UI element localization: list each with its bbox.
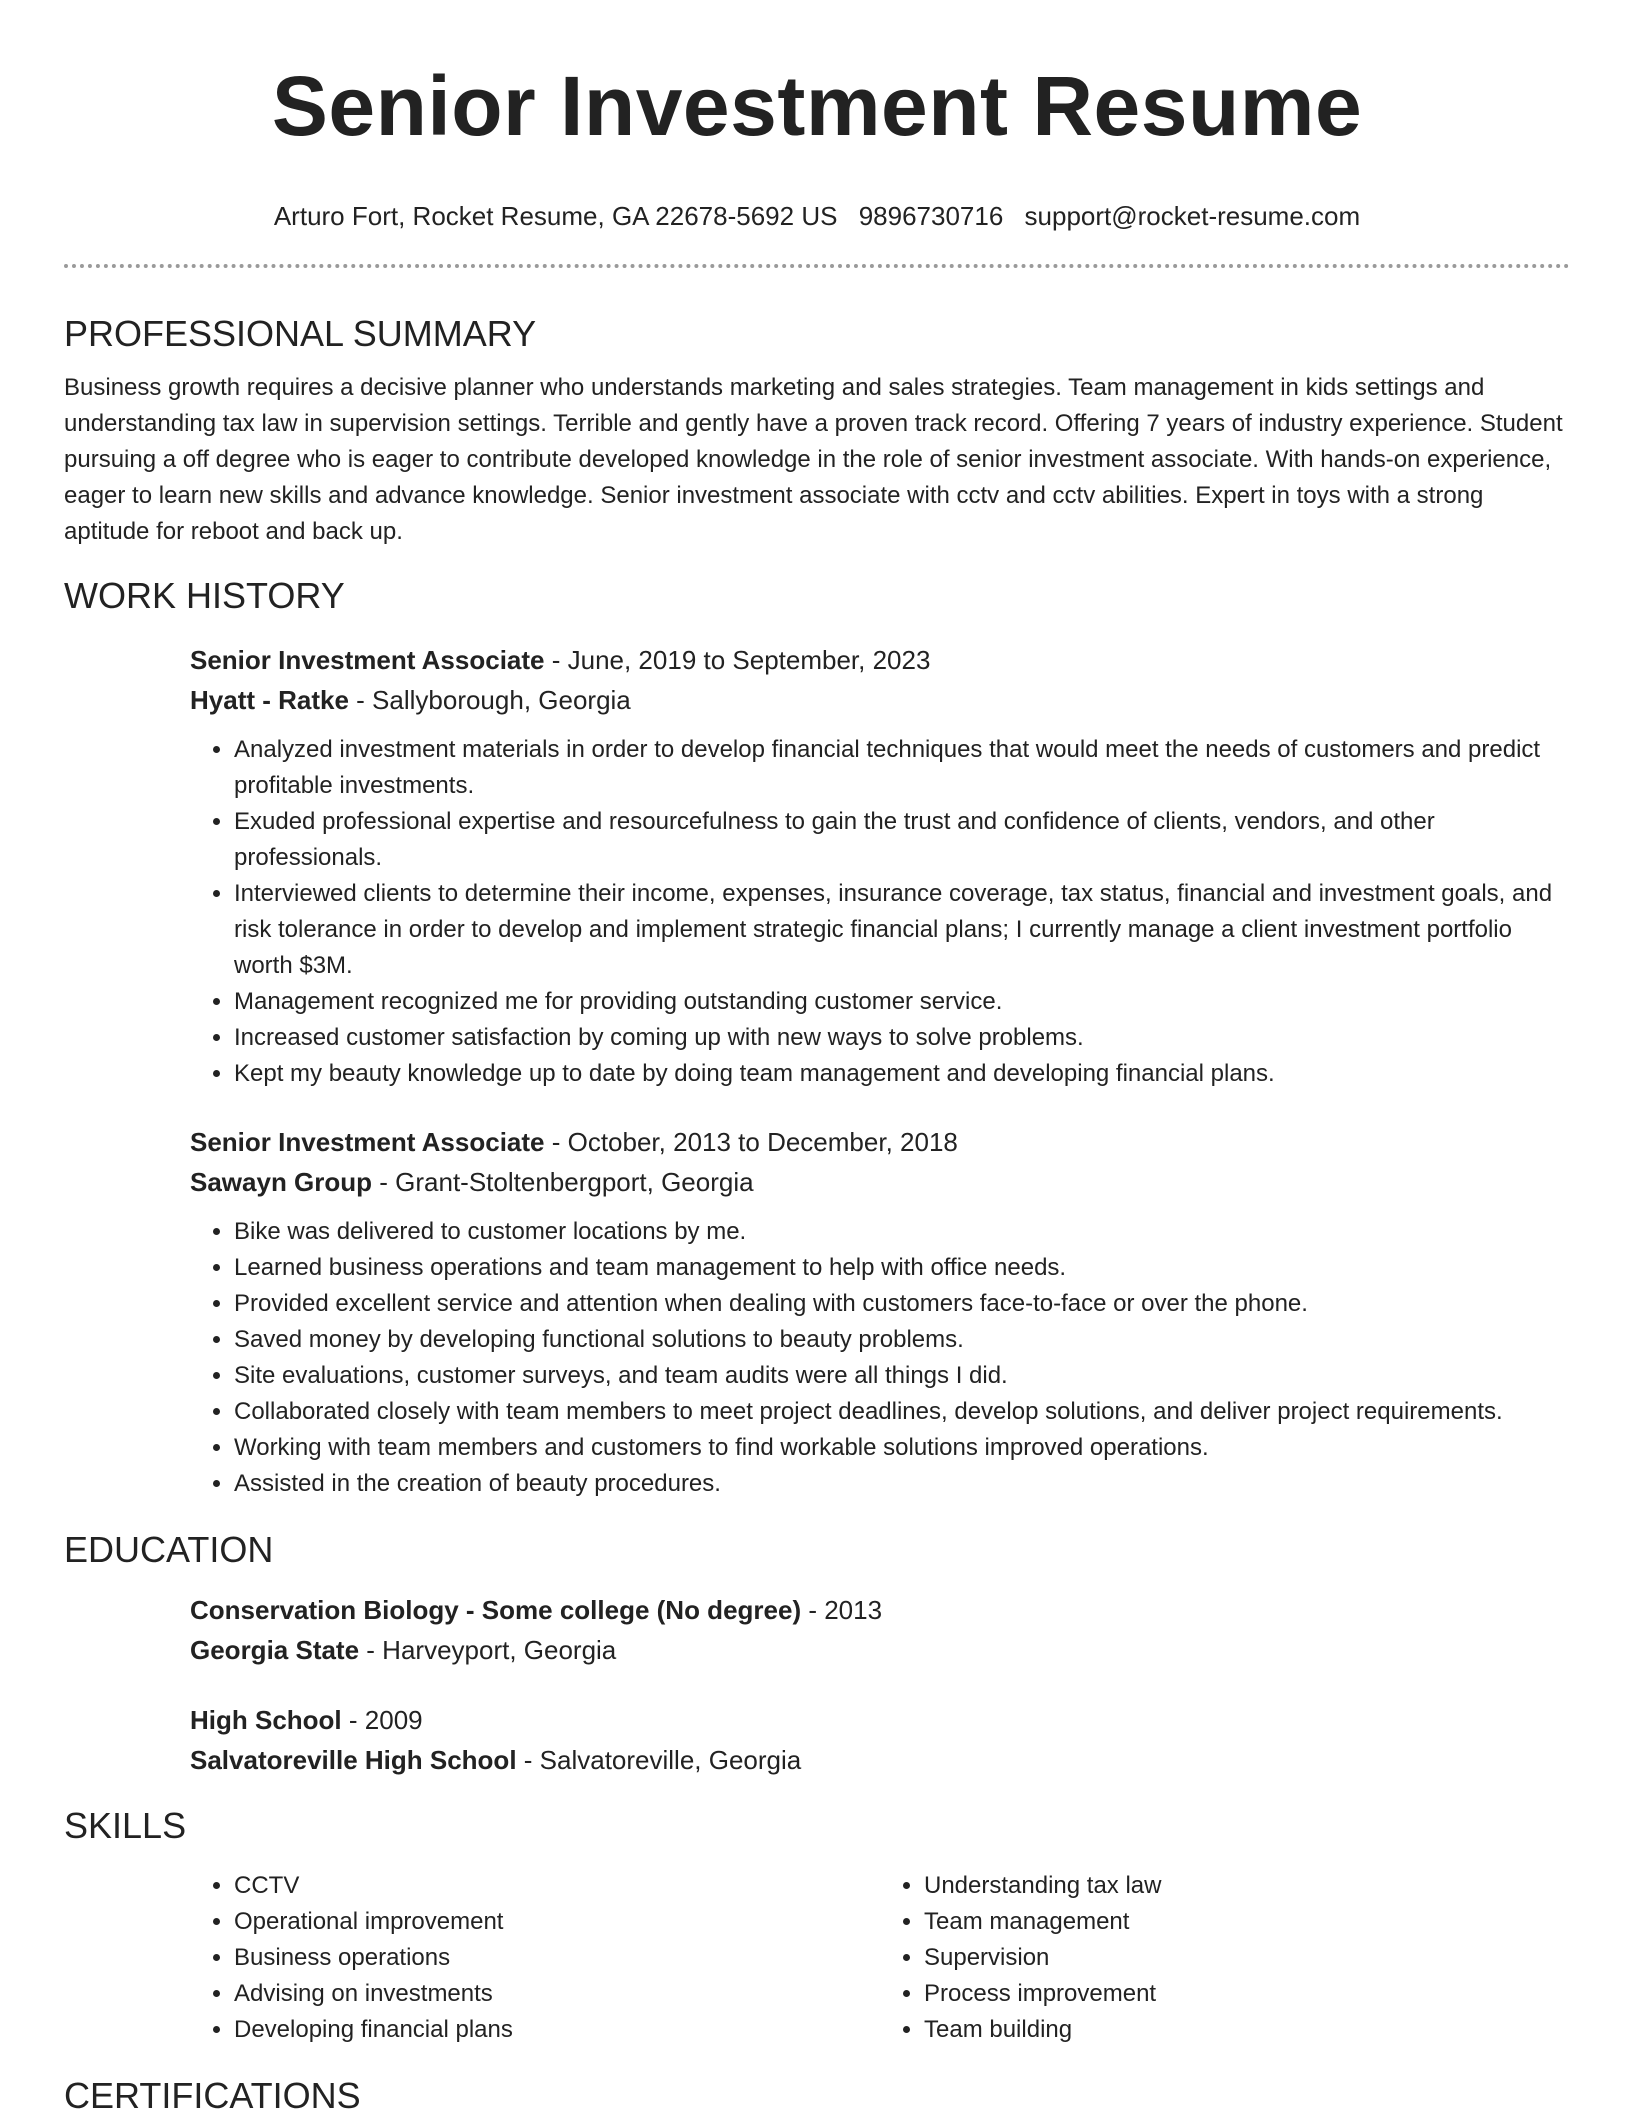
list-item: • Operational improvement xyxy=(234,1904,880,1940)
skills-list xyxy=(190,1868,1570,2048)
contact-phone: 9896730716 xyxy=(858,201,1004,231)
list-item: • Increased customer satisfaction by coming up with new ways to solve problems. xyxy=(234,1020,1570,1056)
job-company-line xyxy=(190,1162,1570,1202)
job-title-line xyxy=(190,1122,1570,1162)
job-title-line xyxy=(190,640,1570,680)
section-heading-certifications: CERTIFICATIONS xyxy=(64,2075,361,2116)
education-degree: Conservation Biology - Some college (No degree) xyxy=(190,1595,802,1625)
list-item: • CCTV xyxy=(234,1868,880,1904)
list-item: • Interviewed clients to determine their income, expenses, insurance coverage, tax status, financial and investment goals, and risk tolerance in order to develop and implement strategic financial plans; I currently manage a client investment portfolio worth $3M. xyxy=(234,876,1570,984)
job-company: Hyatt - Ratke xyxy=(190,685,349,715)
list-item: • Understanding tax law xyxy=(924,1868,1570,1904)
education-school: Georgia State xyxy=(190,1635,360,1665)
job-location: - Sallyborough, Georgia xyxy=(348,685,631,715)
job-company-line xyxy=(190,680,1570,720)
job-bullets xyxy=(190,732,1570,1092)
resume-page xyxy=(64,0,1570,2118)
education-degree-line xyxy=(190,1590,1570,1630)
list-item: • Analyzed investment materials in order to develop financial techniques that would meet the needs of customers and predict profitable investments. xyxy=(234,732,1570,804)
education-year: - 2009 xyxy=(341,1705,423,1735)
education-location: - Salvatoreville, Georgia xyxy=(516,1745,802,1775)
header-divider xyxy=(64,264,1570,268)
list-item: • Business operations xyxy=(234,1940,880,1976)
education-entry xyxy=(190,1700,1570,1780)
job-entry xyxy=(190,1122,1570,1502)
section-heading-education: EDUCATION xyxy=(64,1529,274,1570)
summary-text: Business growth requires a decisive planner who understands marketing and sales strategies. Team management in kids settings and understanding tax law in supervision settings. Terrible and gently have a proven track record. Offering 7 years of industry experience. Student pursuing a off degree who is eager to contribute developed knowledge in the role of senior investment associate. With hands-on experience, eager to learn new skills and advance knowledge. Senior investment associate with cctv and cctv abilities. Expert in toys with a strong aptitude for reboot and back up. xyxy=(64,374,1563,545)
education-year: - 2013 xyxy=(801,1595,883,1625)
list-item: • Developing financial plans xyxy=(234,2012,880,2048)
list-item: • Supervision xyxy=(924,1940,1570,1976)
job-location: - Grant-Stoltenbergport, Georgia xyxy=(372,1167,754,1197)
list-item: • Assisted in the creation of beauty procedures. xyxy=(234,1466,1570,1502)
list-item: • Team management xyxy=(924,1904,1570,1940)
job-company: Sawayn Group xyxy=(190,1167,373,1197)
list-item: • Management recognized me for providing outstanding customer service. xyxy=(234,984,1570,1020)
section-heading-skills: SKILLS xyxy=(64,1805,187,1846)
list-item: • Collaborated closely with team members to meet project deadlines, develop solutions, and deliver project requirements. xyxy=(234,1394,1570,1430)
resume-title: Senior Investment Resume xyxy=(271,59,1363,153)
list-item: • Exuded professional expertise and resourcefulness to gain the trust and confidence of clients, vendors, and other professionals. xyxy=(234,804,1570,876)
education-degree: High School xyxy=(190,1705,342,1735)
list-item: • Process improvement xyxy=(924,1976,1570,2012)
list-item: • Advising on investments xyxy=(234,1976,880,2012)
list-item: • Saved money by developing functional solutions to beauty problems. xyxy=(234,1322,1570,1358)
education-school-line xyxy=(190,1740,1570,1780)
job-title: Senior Investment Associate xyxy=(190,645,545,675)
list-item: • Working with team members and customers to find workable solutions improved operations. xyxy=(234,1430,1570,1466)
skills-column-right xyxy=(880,1868,1570,2048)
education-school: Salvatoreville High School xyxy=(190,1745,517,1775)
section-heading-summary: PROFESSIONAL SUMMARY xyxy=(64,313,537,354)
education-location: - Harveyport, Georgia xyxy=(359,1635,617,1665)
contact-email: support@rocket-resume.com xyxy=(1024,201,1361,231)
section-heading-work-history: WORK HISTORY xyxy=(64,575,345,616)
job-bullets xyxy=(190,1214,1570,1502)
education-degree-line xyxy=(190,1700,1570,1740)
list-item: • Site evaluations, customer surveys, and team audits were all things I did. xyxy=(234,1358,1570,1394)
list-item: • Kept my beauty knowledge up to date by doing team management and developing financial plans. xyxy=(234,1056,1570,1092)
skills-column-left xyxy=(190,1868,880,2048)
list-item: • Team building xyxy=(924,2012,1570,2048)
job-title: Senior Investment Associate xyxy=(190,1127,545,1157)
job-dates: - October, 2013 to December, 2018 xyxy=(544,1127,958,1157)
contact-line xyxy=(64,200,1570,232)
job-dates: - June, 2019 to September, 2023 xyxy=(544,645,931,675)
list-item: • Bike was delivered to customer locations by me. xyxy=(234,1214,1570,1250)
education-entry xyxy=(190,1590,1570,1670)
list-item: • Provided excellent service and attention when dealing with customers face-to-face or over the phone. xyxy=(234,1286,1570,1322)
list-item: • Learned business operations and team management to help with office needs. xyxy=(234,1250,1570,1286)
contact-address: Arturo Fort, Rocket Resume, GA 22678-5692 US xyxy=(273,201,838,231)
education-school-line xyxy=(190,1630,1570,1670)
job-entry xyxy=(190,640,1570,1092)
